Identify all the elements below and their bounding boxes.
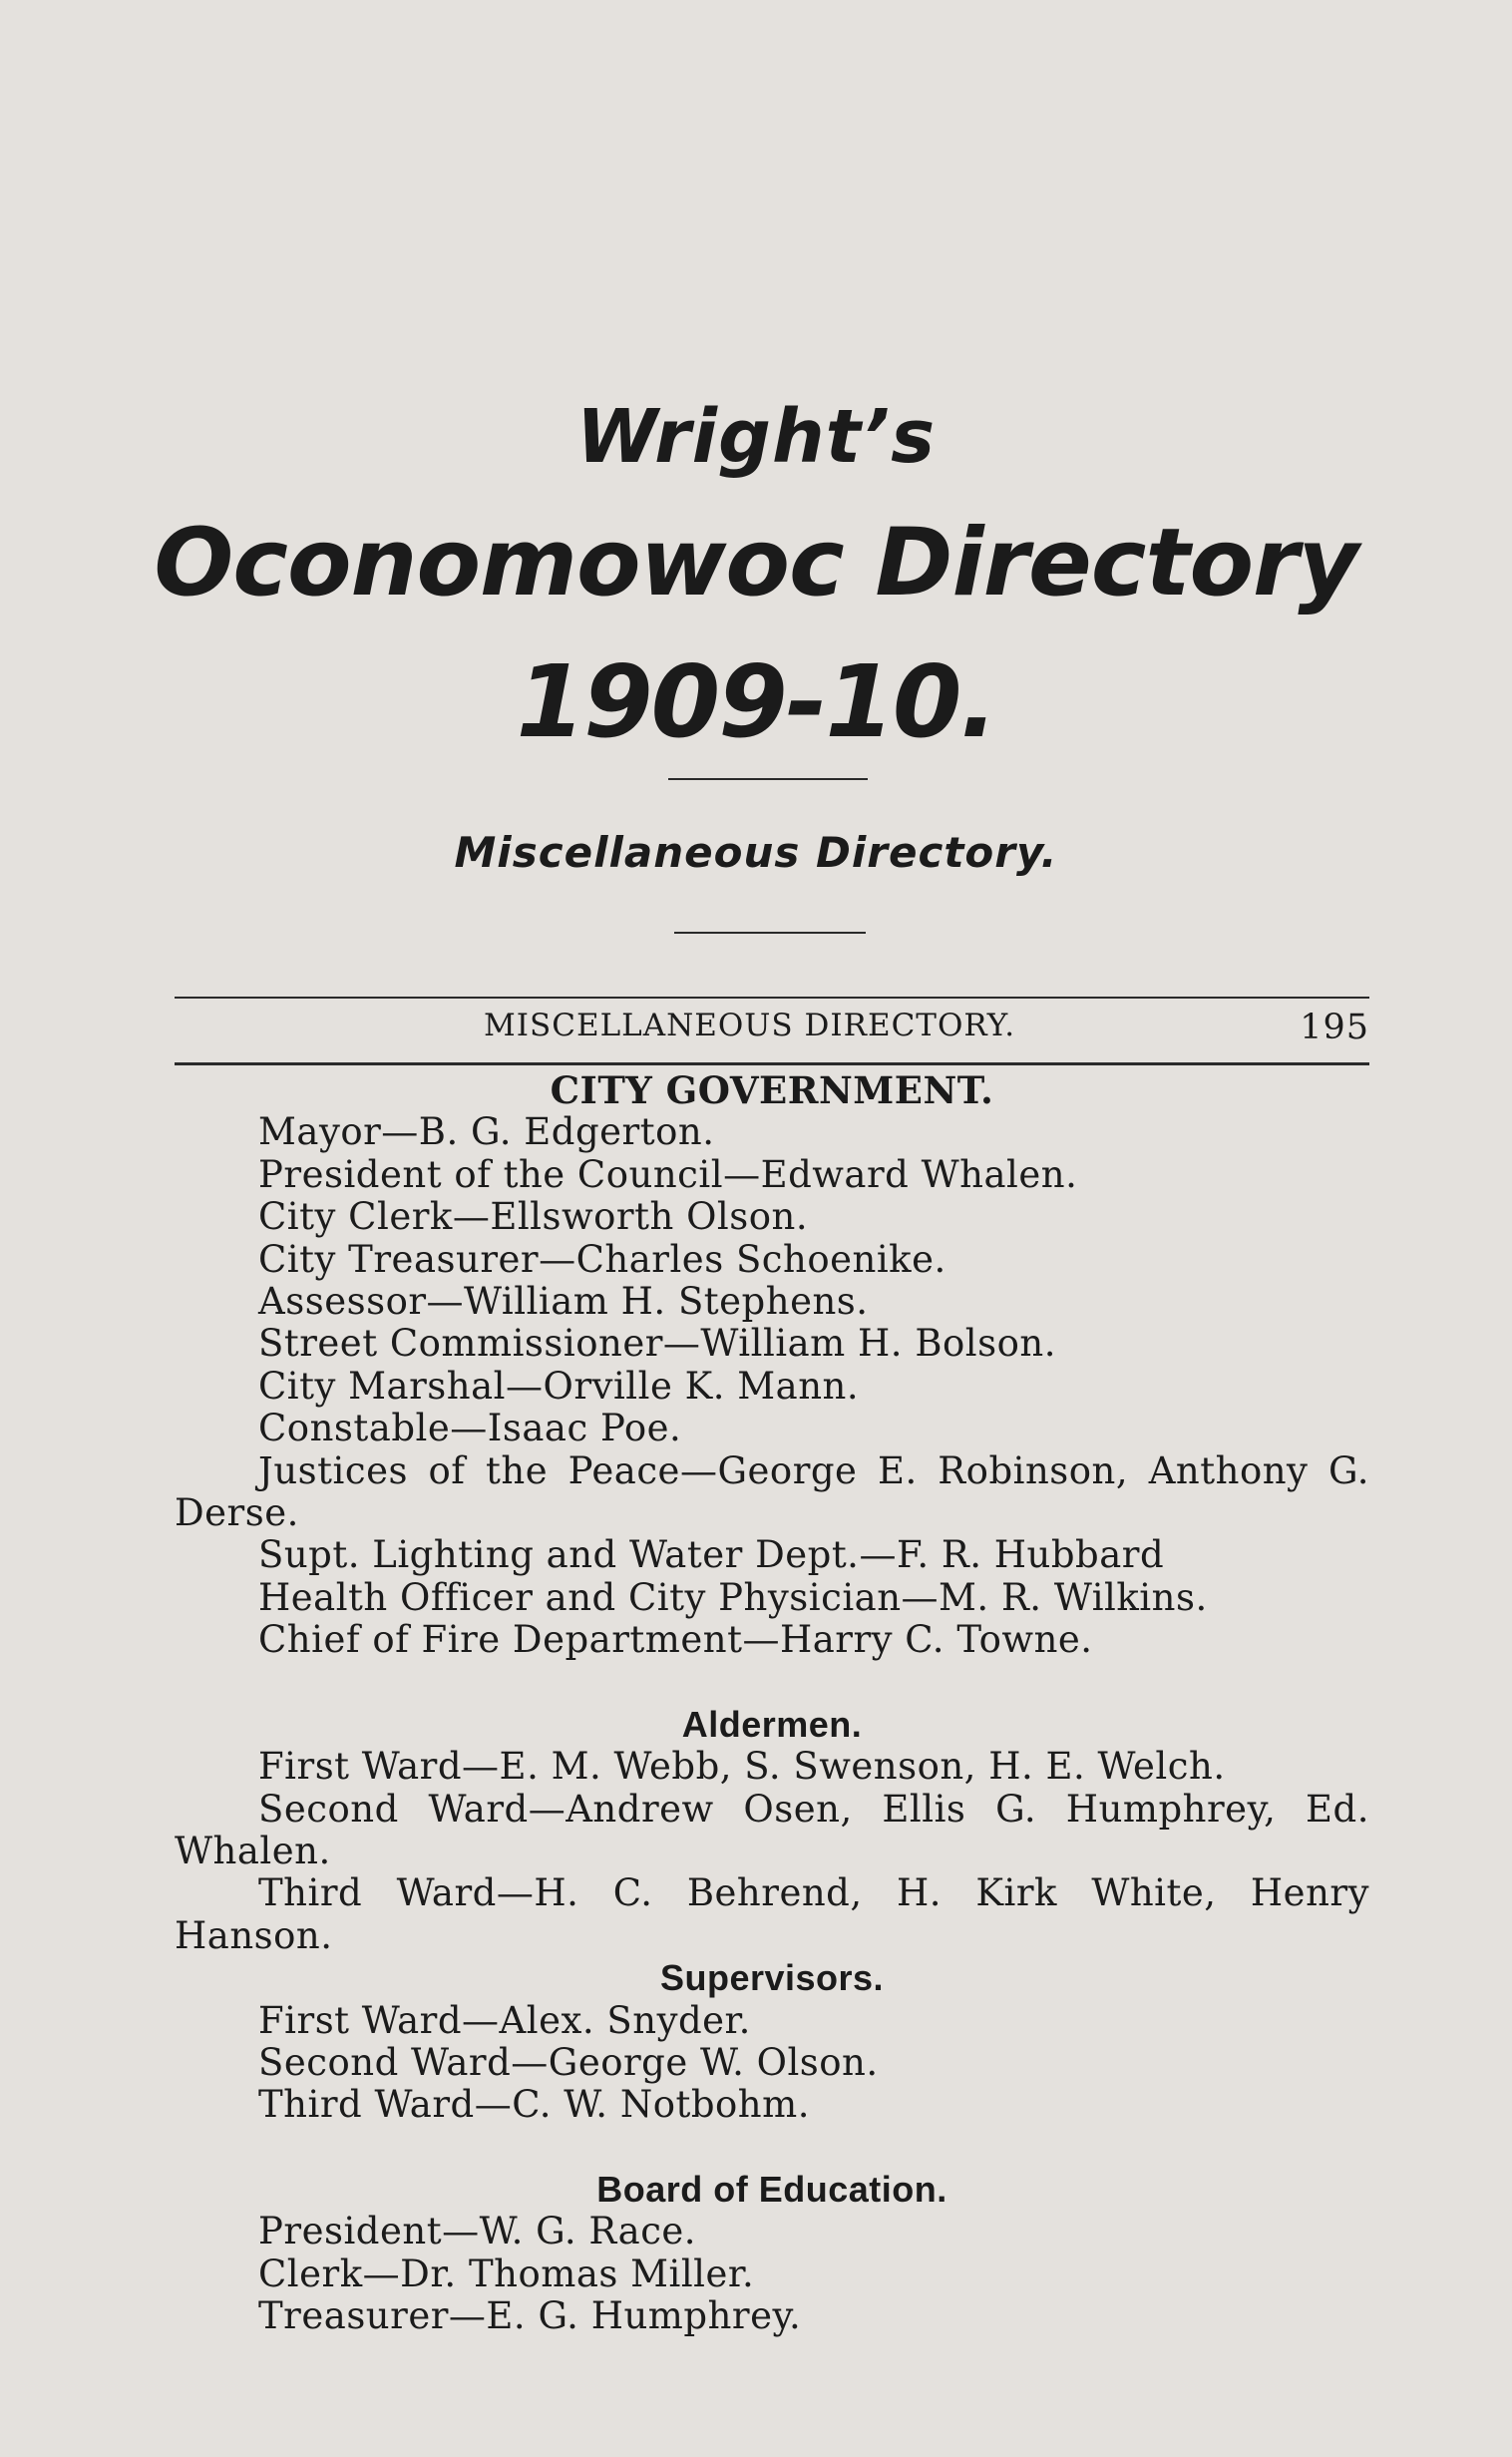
page-top-rule	[175, 997, 1369, 999]
list-item: Constable—Isaac Poe.	[258, 1407, 682, 1450]
title-subtitle: Miscellaneous Directory.	[454, 828, 1058, 877]
directory-body	[175, 1069, 1369, 2337]
section-spacer	[175, 2127, 1369, 2169]
title-divider-top	[668, 778, 868, 780]
section-heading-aldermen: Aldermen.	[681, 1703, 863, 1745]
list-item: First Ward—E. M. Webb, S. Swenson, H. E. Welch.	[258, 1745, 1226, 1789]
list-item: First Ward—Alex. Snyder.	[258, 1998, 751, 2042]
list-item: City Treasurer—Charles Schoenike.	[258, 1237, 946, 1281]
list-item: City Marshal—Orville K. Mann.	[258, 1364, 860, 1408]
list-item: Chief of Fire Department—Harry C. Towne.	[258, 1618, 1093, 1662]
title-directory-name: Oconomowoc Directory	[154, 509, 1358, 617]
list-item: Second Ward—Andrew Osen, Ellis G. Humphrey, Ed. Whalen.	[175, 1787, 1369, 1872]
running-title: MISCELLANEOUS DIRECTORY.	[484, 1008, 1016, 1043]
list-item: Clerk—Dr. Thomas Miller.	[258, 2252, 755, 2295]
section-spacer	[175, 1662, 1369, 1704]
list-item: City Clerk—Ellsworth Olson.	[258, 1195, 809, 1239]
section-heading-board-of-education: Board of Education.	[596, 2168, 947, 2210]
list-item: Street Commissioner—William H. Bolson.	[258, 1322, 1056, 1366]
list-item: Mayor—B. G. Edgerton.	[258, 1110, 715, 1154]
list-item: President—W. G. Race.	[258, 2210, 697, 2253]
list-item: Third Ward—C. W. Notbohm.	[258, 2083, 810, 2127]
list-item: Supt. Lighting and Water Dept.—F. R. Hubbard	[258, 1533, 1165, 1577]
title-year: 1909-10.	[516, 643, 996, 760]
list-item: Second Ward—George W. Olson.	[258, 2040, 879, 2084]
list-item: President of the Council—Edward Whalen.	[258, 1152, 1078, 1196]
list-item: Justices of the Peace—George E. Robinson, Anthony G. Derse.	[175, 1448, 1369, 1535]
list-item: Assessor—William H. Stephens.	[258, 1280, 869, 1324]
list-item: Health Officer and City Physician—M. R. Wilkins.	[258, 1575, 1208, 1619]
list-item: Treasurer—E. G. Humphrey.	[258, 2293, 802, 2337]
page-number: 195	[1300, 1008, 1369, 1047]
list-item: Third Ward—H. C. Behrend, H. Kirk White, Henry Hanson.	[175, 1871, 1369, 1957]
section-heading-city-government: CITY GOVERNMENT.	[550, 1068, 994, 1112]
header-rule	[175, 1062, 1369, 1065]
section-heading-supervisors: Supervisors.	[659, 1957, 885, 1999]
title-publisher: Wright’s	[575, 394, 937, 480]
title-divider-bottom	[674, 932, 866, 934]
